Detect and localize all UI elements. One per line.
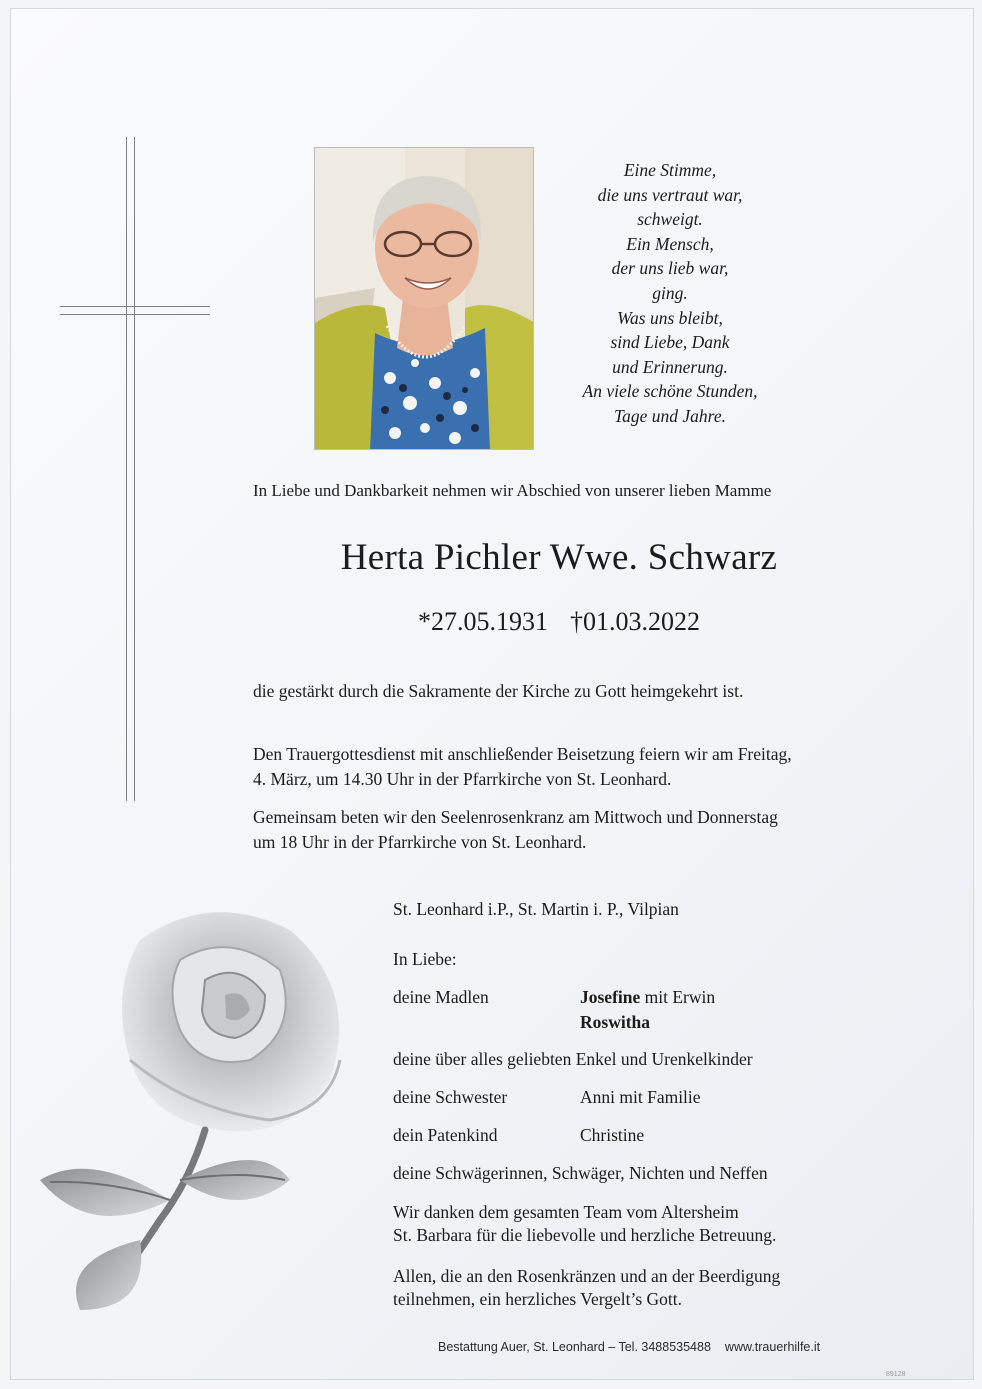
death-date: †01.03.2022 bbox=[570, 607, 700, 636]
grandchildren-text: deine über alles geliebten Enkel und Urenkelkinder bbox=[393, 1049, 753, 1069]
daughter-2 bbox=[580, 1012, 650, 1033]
sister-label: deine Schwester bbox=[393, 1087, 508, 1107]
cross-horizontal-line bbox=[60, 314, 210, 315]
rosary-line-1: Gemeinsam beten wir den Seelenrosenkranz am Mittwoch und Donnerstag bbox=[253, 807, 778, 827]
rose-illustration bbox=[30, 880, 390, 1320]
service-line-1: Den Trauergottesdienst mit anschließender Beisetzung feiern wir am Freitag, bbox=[253, 744, 792, 764]
footer-company: Bestattung Auer, St. Leonhard – Tel. 3488535488 bbox=[438, 1340, 711, 1354]
service-line-2: 4. März, um 14.30 Uhr in der Pfarrkirche von St. Leonhard. bbox=[253, 769, 672, 789]
poem-line: Tage und Jahre. bbox=[614, 405, 726, 426]
inlaws-text: deine Schwägerinnen, Schwäger, Nichten und Neffen bbox=[393, 1163, 768, 1183]
cross-vertical-line bbox=[126, 137, 127, 801]
godchild-value: Christine bbox=[580, 1125, 645, 1145]
daughter-1 bbox=[580, 987, 715, 1008]
cross-vertical-line bbox=[134, 137, 135, 801]
thanks-line-3: Allen, die an den Rosenkränzen und an der Beerdigung bbox=[393, 1266, 781, 1286]
daughter-2-name: Roswitha bbox=[580, 1012, 651, 1032]
thanks-line-2: St. Barbara für die liebevolle und herzliche Betreuung. bbox=[393, 1225, 777, 1245]
poem-line: Eine Stimme, bbox=[623, 160, 717, 180]
poem-line: und Erinnerung. bbox=[612, 356, 728, 377]
portrait-illustration bbox=[315, 148, 534, 450]
poem-line: Ein Mensch, bbox=[626, 233, 714, 254]
thanks-line-1: Wir danken dem gesamten Team vom Altersheim bbox=[393, 1202, 739, 1222]
poem-line: sind Liebe, Dank bbox=[610, 332, 730, 353]
footer-url[interactable]: www.trauerhilfe.it bbox=[724, 1340, 821, 1354]
footer bbox=[438, 1340, 820, 1354]
family-heading: In Liebe: bbox=[393, 949, 457, 969]
poem-line: An viele schöne Stunden, bbox=[582, 381, 758, 402]
poem-line: der uns lieb war, bbox=[611, 258, 729, 279]
daughter-1-name: Josefine bbox=[580, 987, 641, 1007]
thanks-line-4: teilnehmen, ein herzliches Vergelt’s Gott. bbox=[393, 1289, 682, 1309]
places-text: St. Leonhard i.P., St. Martin i. P., Vilpian bbox=[393, 899, 679, 919]
portrait-photo bbox=[314, 147, 534, 450]
sister-value: Anni mit Familie bbox=[580, 1087, 701, 1107]
poem bbox=[555, 158, 785, 429]
sacraments-text: die gestärkt durch die Sakramente der Kirche zu Gott heimgekehrt ist. bbox=[253, 681, 744, 701]
daughter-1-partner: mit Erwin bbox=[640, 987, 716, 1007]
intro-text: In Liebe und Dankbarkeit nehmen wir Abschied von unserer lieben Mamme bbox=[253, 481, 772, 500]
birth-date: *27.05.1931 bbox=[418, 607, 548, 636]
poem-line: ging. bbox=[652, 282, 688, 303]
godchild-label: dein Patenkind bbox=[393, 1125, 498, 1145]
poem-line: Was uns bleibt, bbox=[617, 307, 723, 328]
poem-line: schweigt. bbox=[637, 209, 703, 230]
life-dates bbox=[250, 607, 868, 637]
daughters-label: deine Madlen bbox=[393, 987, 489, 1007]
rosary-line-2: um 18 Uhr in der Pfarrkirche von St. Leonhard. bbox=[253, 832, 587, 852]
print-code: 89128 bbox=[886, 1371, 906, 1378]
poem-line: die uns vertraut war, bbox=[597, 184, 743, 205]
cross-horizontal-line bbox=[60, 306, 210, 307]
deceased-name: Herta Pichler Wwe. Schwarz bbox=[340, 537, 778, 578]
